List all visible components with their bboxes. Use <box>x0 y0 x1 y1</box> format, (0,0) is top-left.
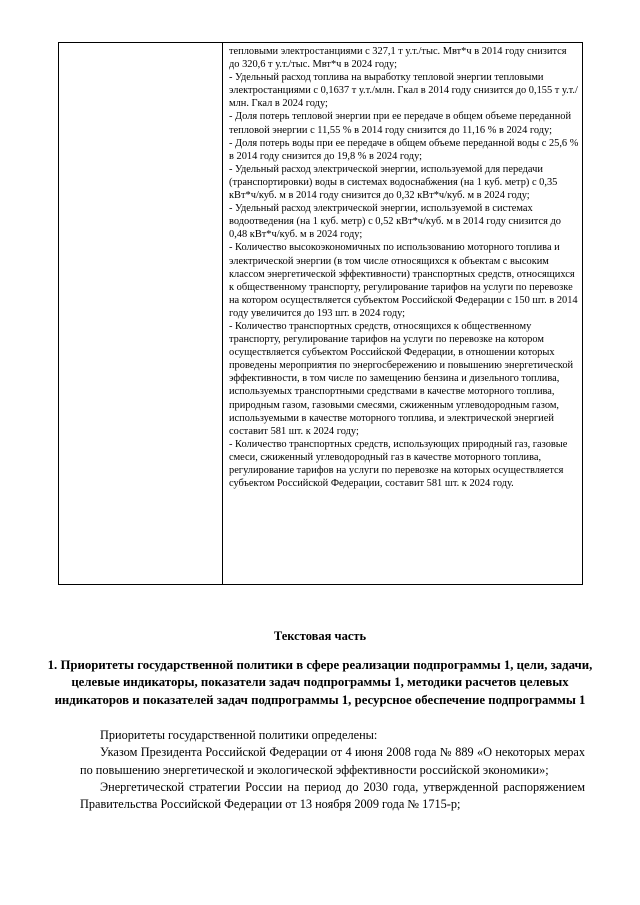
indicator-item: - Количество транспортных средств, использующих природный газ, газовые смеси, сжиженный углеводородный газ в качестве моторного топлива, регулирование тарифов на услуги по перевозке на которых осуществляется субъектом Российской Федерации, составит 581 шт. к 2024 году. <box>229 438 568 490</box>
indicator-item: - Удельный расход электрической энергии, используемой для передачи (транспортировки) воды в системах водоснабжения (на 1 куб. метр) с 0,35 кВт*ч/куб. м в 2014 году снизится до 0,32 кВт*ч/куб. м в 2024 году; <box>229 163 558 202</box>
indicator-item: - Количество транспортных средств, относящихся к общественному транспорту, регулирование тарифов на услуги по перевозке на котором осуществляется субъектом Российской Федерации, в отношении которых проведены мероприятия по энергосбережению и повышению энергетической эффективности, в том числе по замещению бензина и дизельного топлива, используемых транспортными средствами в качестве моторного топлива, природным газом, газовыми смесями, сжиженным углеводородным газом, используемыми в качестве моторного топлива, и электрической энергией составит 581 шт. к 2024 году; <box>229 320 574 437</box>
paragraph: Указом Президента Российской Федерации от 4 июня 2008 года № 889 «О некоторых мерах по повышению энергетической и экологической эффективности российской экономики»; <box>80 745 585 777</box>
text-part-heading: Текстовая часть <box>273 629 367 643</box>
table-column-divider <box>222 43 223 584</box>
table-left-cell <box>59 43 222 584</box>
indicator-item: - Доля потерь тепловой энергии при ее передаче в общем объеме переданной тепловой энергии с 11,55 % в 2014 году снизится до 11,16 % в 2024 году; <box>229 111 572 136</box>
table-right-cell <box>229 45 579 490</box>
body-text <box>80 727 585 813</box>
indicator-item: - Удельный расход топлива на выработку тепловой энергии тепловыми электростанциями с 0,1637 т у.т./млн. Гкал в 2014 году снизится до 0,155 т у.т./млн. Гкал в 2024 году; <box>229 72 578 110</box>
paragraph: Приоритеты государственной политики определены: <box>100 728 378 742</box>
indicator-item: - Количество высокоэкономичных по использованию моторного топлива и электрической энергии (в том числе относящихся к объектам с высоким классом энергетической эффективности) транспортных средств, относящихся к общественному транспорту, регулирование тарифов на услуги по перевозке на котором осуществляется субъектом Российской Федерации с 150 шт. в 2014 году увеличится до 193 шт. в 2024 году; <box>229 242 578 319</box>
indicators-table <box>58 42 583 585</box>
indicator-item: - Удельный расход электрической энергии, используемой в системах водоотведения (на 1 куб. метр) с 0,52 кВт*ч/куб. м в 2014 году снизится до 0,48 кВт*ч/куб. м в 2024 году; <box>229 203 561 241</box>
section-heading: 1. Приоритеты государственной политики в сфере реализации подпрограммы 1, цели, задачи, целевые индикаторы, показатели задач подпрограммы 1, методики расчетов целевых индикаторов и показателей задач подпрограммы 1, ресурсное обеспечение подпрограммы 1 <box>47 658 593 707</box>
indicator-item: тепловыми электростанциями с 327,1 т у.т./тыс. Мвт*ч в 2014 году снизится до 320,6 т у.т./тыс. Мвт*ч в 2024 году; <box>229 46 567 71</box>
indicator-item: - Доля потерь воды при ее передаче в общем объеме переданной воды с 25,6 % в 2014 году снизится до 19,8 % в 2024 году; <box>229 137 579 162</box>
paragraph: Энергетической стратегии России на период до 2030 года, утвержденной распоряжением Правительства Российской Федерации от 13 ноября 2009 года № 1715-р; <box>80 779 585 812</box>
